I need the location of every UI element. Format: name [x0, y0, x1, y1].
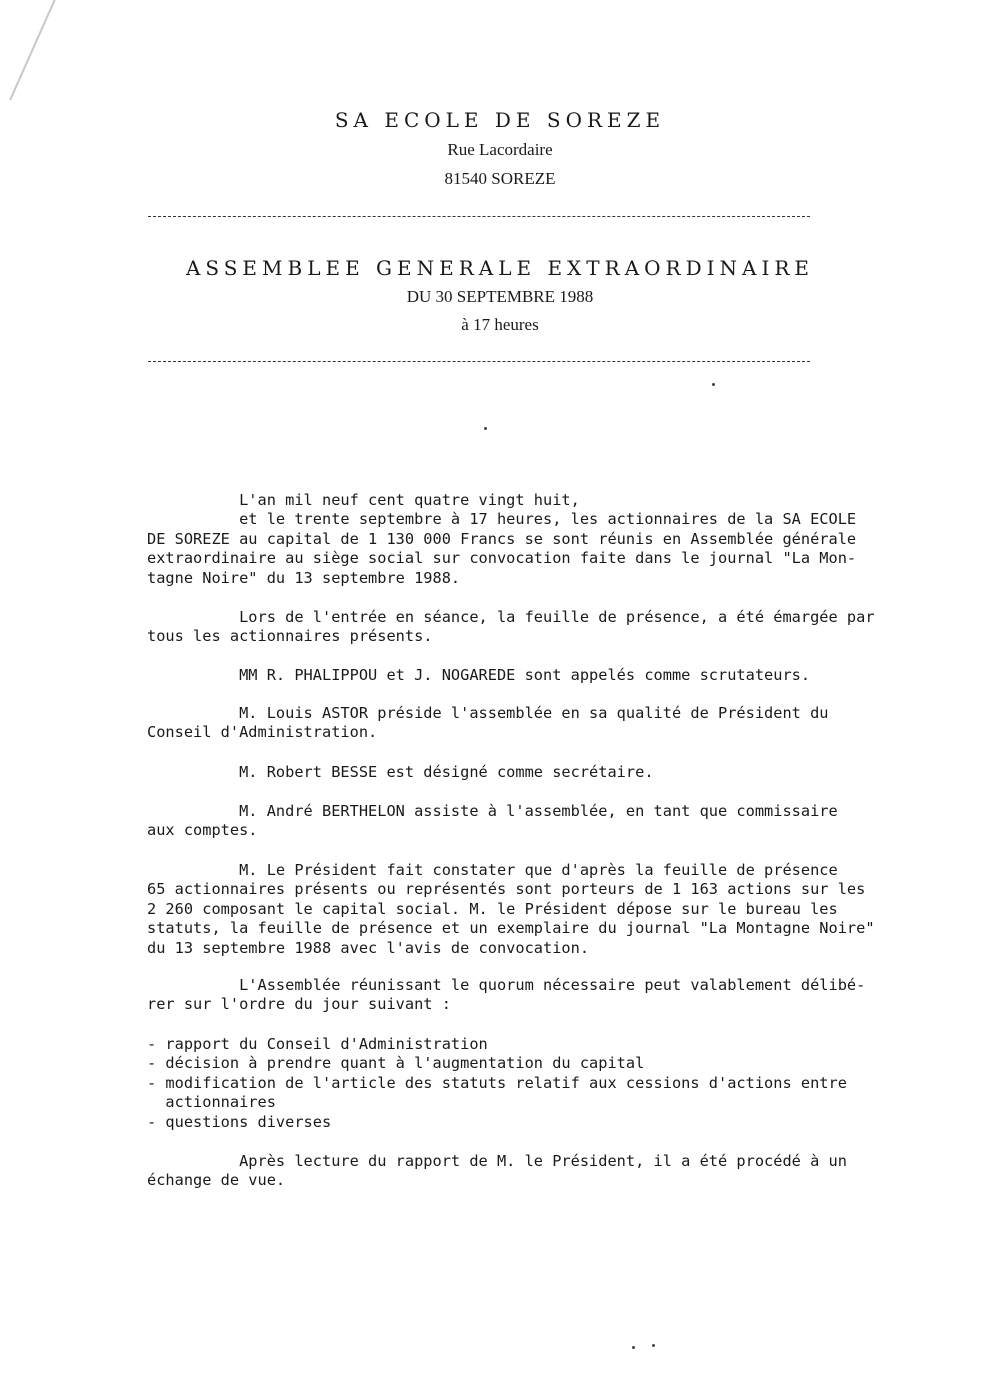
paragraph-chairman: M. Louis ASTOR préside l'assemblée en sa qualité de Président du Conseil d'Administration. — [147, 704, 829, 742]
separator-rule-top — [148, 216, 810, 217]
paragraph-quorum-report: M. Le Président fait constater que d'après la feuille de présence 65 actionnaires présents ou représentés sont porteurs de 1 163 actions sur les 2 260 composant le capital social. M. le Président dépose sur le bureau les statuts, la feuille de présence et un exemplaire du journal "La Montagne Noire" du 13 septembre 1988 avec l'avis de convocation. — [147, 861, 875, 957]
paragraph-scrutineers: MM R. PHALIPPOU et J. NOGAREDE sont appelés comme scrutateurs. — [147, 666, 811, 684]
paragraph-attendance: Lors de l'entrée en séance, la feuille de présence, a été émargée par tous les actionnaires présents. — [147, 608, 875, 646]
paragraph-discussion: Après lecture du rapport de M. le Président, il a été procédé à un échange de vue. — [147, 1152, 847, 1190]
company-street: Rue Lacordaire — [447, 140, 553, 159]
paragraph-agenda-intro: L'Assemblée réunissant le quorum nécessaire peut valablement délibé- rer sur l'ordre du jour suivant : — [147, 976, 866, 1014]
scan-speck — [652, 1344, 655, 1347]
scan-speck — [712, 383, 715, 386]
paragraph-auditor: M. André BERTHELON assiste à l'assemblée, en tant que commissaire aux comptes. — [147, 802, 838, 840]
scan-speck — [484, 427, 487, 430]
scan-speck — [632, 1346, 635, 1349]
meeting-date: DU 30 SEPTEMBRE 1988 — [406, 287, 594, 306]
company-city: 81540 SOREZE — [444, 169, 556, 188]
agenda-list: - rapport du Conseil d'Administration - décision à prendre quant à l'augmentation du capital - modification de l'article des statuts relatif aux cessions d'actions entre actionnaires - questions diverses — [147, 1035, 847, 1131]
paragraph-secretary: M. Robert BESSE est désigné comme secrétaire. — [147, 763, 654, 781]
separator-rule-bottom — [148, 361, 810, 362]
meeting-time: à 17 heures — [461, 315, 539, 334]
page-edge-shadow — [9, 0, 60, 100]
meeting-title: ASSEMBLEE GENERALE EXTRAORDINAIRE — [185, 256, 815, 280]
paragraph-opening: L'an mil neuf cent quatre vingt huit, et le trente septembre à 17 heures, les actionnaires de la SA ECOLE DE SOREZE au capital de 1 130 000 Francs se sont réunis en Assemblée générale extraordinaire au siège social sur convocation faite dans le journal "La Mon- tagne Noire" du 13 septembre 1988. — [147, 491, 857, 587]
company-name: SA ECOLE DE SOREZE — [334, 108, 666, 132]
